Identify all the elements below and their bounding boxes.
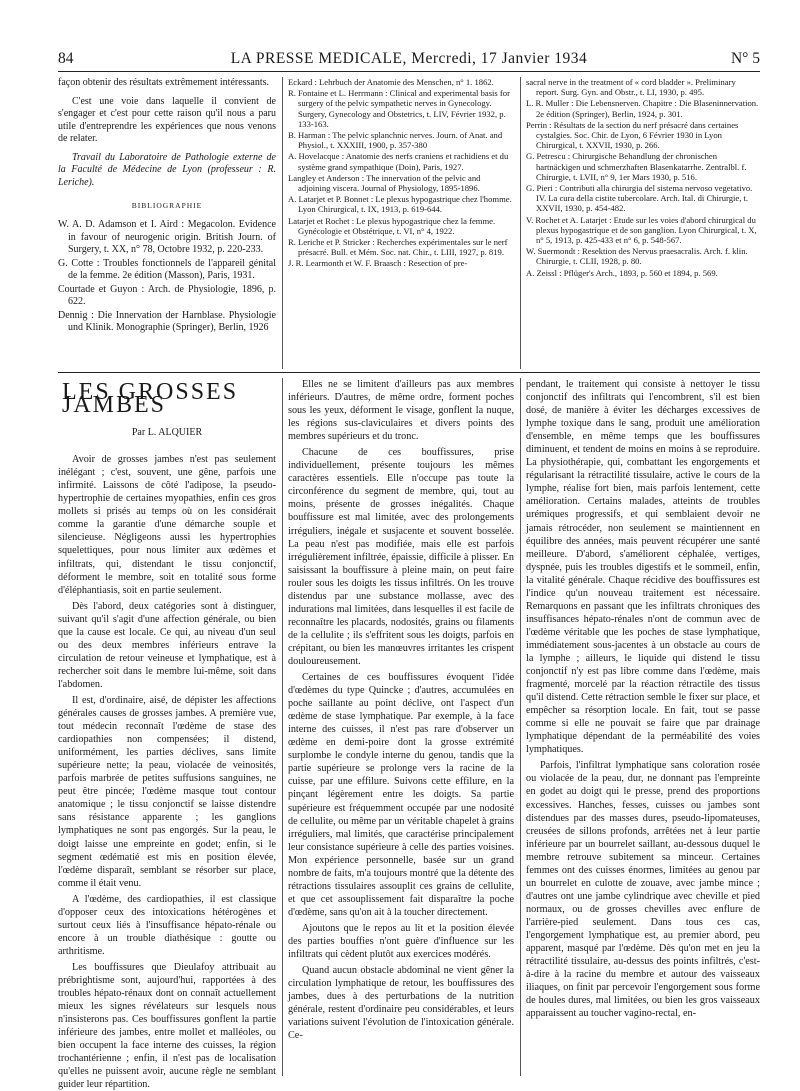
bib-entry: J. R. Learmonth et W. F. Braasch : Resection of pre- (288, 258, 468, 269)
bib-entry: G. Petrescu : Chirurgische Behandlung der chronischen hartnäckigen und schmerzhaften Blasenkatarrhe. Zentralbl. f. Chirurgie, t. LVII, n° 9, 1er Mars 1930, p. 516. (526, 151, 747, 182)
article-col-3 (526, 378, 760, 1076)
article-col-1 (58, 378, 276, 1091)
article-paragraph: Ajoutons que le repos au lit et la position élevée des parties bouffies n'ont guère d'influence sur les infiltrats qui cèdent plutôt aux exercices modérés. (288, 922, 514, 961)
article-byline: Par L. ALQUIER (131, 427, 203, 439)
article-paragraph: Dès l'abord, deux catégories sont à distinguer, suivant qu'il s'agit d'une affection générale, ou bien que la cause est locale. Ce qui, au niveau d'un seul ou des deux membres inférieurs entrave la circulation de retour veineuse et lymphatique, est à rechercher soit dans le membre lui-même, soit dans l'abdomen. (58, 600, 276, 690)
references-col-2 (288, 77, 514, 369)
header-rule (58, 71, 760, 72)
bib-entry: Eckard : Lehrbuch der Anatomie des Menschen, n° 1. 1862. (288, 77, 494, 87)
bib-entry: A. Latarjet et P. Bonnet : Le plexus hypogastrique chez l'homme. Lyon Chirurgical, t. IX, 1913, p. 619-644. (288, 194, 512, 215)
article-paragraph: Chacune de ces bouffissures, prise individuellement, présente toujours les mêmes caractères essentiels. Elle n'occupe pas toute la circonférence du segment de membre, qui, tout au moins, présente de grosses inégalités. Chaque bouffissure est mal limitée, avec des prolongements irréguliers, inégale et susjacente et souvent bosselée. La peau n'est pas modifiée, mais elle est parfois irrégulièrement infiltrée, épaissie, difficile à plisser. En saisissant la bouffissure à pleine main, on peut faire rouler sous les doigts les tissus infiltrés. On les trouve distendus par une substance mollasse, avec des indurations mal limitées, dans lesquelles il est facile de reconnaître les placards, nodosités, grains ou filaments de la cellulite ; ils s'effritent sous les doigts, parfois en crépitant, ou bien les manœuvres irritantes les crispent douloureusement. (288, 447, 514, 667)
bib-entry: Latarjet et Rochet : Le plexus hypogastrique chez la femme. Gynécologie et Obstétrique, t. VI, n° 4, 1922. (288, 215, 496, 236)
references-col-3 (526, 77, 760, 369)
bib-entry: W. A. D. Adamson et I. Aird : Megacolon. Evidence in favour of neurogenic origin. British Journ. of Surgery, t. XX, n° 78, Octobre 1932, p. 220-233. (58, 219, 276, 256)
section-rule (58, 372, 760, 373)
affiliation: Travail du Laboratoire de Pathologie externe de la Faculté de Médecine de Lyon (professeur : R. Leriche). (58, 151, 276, 188)
bib-entry: L. R. Muller : Die Lebensnerven. Chapitre : Die Blaseninnervation. 2e édition (Springer), Berlin, 1924, p. 301. (526, 98, 759, 119)
bib-entry: A. Zeissl : Pflüger's Arch., 1893, p. 560 et 1894, p. 569. (526, 267, 718, 278)
intro-paragraph: façon obtenir des résultats extrêmement intéressants. (58, 77, 270, 88)
issue-number: N° 5 (730, 50, 760, 67)
bib-entry: G. Cotte : Troubles fonctionnels de l'appareil génital de la femme. 2e édition (Masson), Paris, 1931. (58, 257, 276, 282)
article-paragraph: pendant, le traitement qui consiste à nettoyer le tissu conjonctif des infiltrats qui l'encombrent, s'il est bien dosé, de manière à éviter les décharges excessives de lymphe toxique dans le sang, produit une amélioration d'ensemble, en même temps que les bouffissures diminuent, et tendent de moins en moins à se reproduire. La physiothérapie, qui, combattant les engorgements et régularisant la rétractilité tissulaire, active le cours de la lymphe, réalise fort bien, mais parfois lentement, cette amélioration. Certains malades, atteints de troubles urémiques progressifs, et qui semblaient devoir ne jamais rétrocéder, non seulement se maintiennent en équilibre des années, mais peuvent récupérer une santé meilleure. D'abord, s'améliorent céphalée, vertiges, dyspnée, puis les troubles digestifs et le sommeil, enfin, la vitalité générale. Chaque récidive des bouffissures est l'indice qu'un nouveau traitement est nécessaire. Remarquons en passant que les infiltrats chroniques des insuffisances hépato-rénales n'ont de commun avec de l'œdème véritable que les poches de stase lymphatique, immédiatement sous-jacentes à un obstacle au cours de la lymphe ; ailleurs, le liquide qui distend le tissu conjonctif n'y est pas libre comme dans l'œdème, mais fragmenté, morcelé par la réaction rétractile des tissus qu'il distend. Cette rétraction semble le fixer sur place, et empêcher sa résorption locale. En fait, tout se passe comme si elle ne pouvait se faire que par drainage lymphatique dépendant de la perméabilité des voies lymphatiques. (526, 379, 760, 756)
article-paragraph: Elles ne se limitent d'ailleurs pas aux membres inférieurs. D'autres, de même ordre, forment poches sous les yeux, déforment le visage, gonflent la nuque, les régions sus-claviculaires et divers points des membres supérieurs et du tronc. (288, 379, 514, 443)
bib-entry: Courtade et Guyon : Arch. de Physiologie, 1896, p. 622. (58, 283, 276, 308)
bib-entry: V. Rochet et A. Latarjet : Etude sur les voies d'abord chirurgical du plexus hypogastrique et de son ganglion. Lyon Chirurgical, t. X, n° 5, 1913, p. 425-433 et n° 6, p. 548-567. (526, 214, 757, 246)
bib-entry: Perrin : Résultats de la section du nerf présacré dans certaines cystalgies. Soc. Chir. de Lyon, 6 Février 1930 in Lyon Chirurgical, t. XXVII, 1930, p. 266. (526, 119, 739, 151)
column-divider (520, 77, 521, 369)
bib-entry: W. Suermondt : Resektion des Nervus praesacralis. Arch. f. klin. Chirurgie, t. CLII, 1928, p. 80. (526, 246, 748, 267)
intro-paragraph: C'est une voie dans laquelle il convient de s'engager et c'est pour cette raison qu'il nous a paru utile d'entreprendre les expériences que nous venons de relater. (58, 95, 276, 144)
journal-title: LA PRESSE MEDICALE, Mercredi, 17 Janvier 1934 (230, 50, 588, 67)
bib-entry: Dennig : Die Innervation der Harnblase. Physiologie und Klinik. Monographie (Springer), Berlin, 1926 (58, 309, 276, 334)
references-col-1 (58, 77, 276, 369)
bib-entry: R. Leriche et P. Stricker : Recherches expérimentales sur le nerf présacré. Bull. et Mém. Soc. nat. Chir., t. LIII, 1927, p. 819. (288, 237, 508, 258)
column-divider (282, 378, 283, 1076)
article-paragraph: Certaines de ces bouffissures évoquent l'idée d'œdèmes du type Quincke ; d'autres, accumulées en poche saillante au point déclive, ont l'aspect d'un œdème de stase lymphatique. Par exemple, à la face interne des cuisses, il n'est pas rare d'observer un œdème en demi-poire dont la grosse extrémité surplombe le condyle interne du genou, tandis que la partie supérieure se prolonge vers la racine de la cuisse, par une effilure. Suivons cette effilure, en la pinçant légèrement entre les doigts. Sa partie supérieure est fréquemment occupée par une nodosité de cellulite, ou même par un véritable chapelet à grains irréguliers, mal limités, que caractérise principalement leur consistance supérieure à celle des parties voisines. Mon expérience personnelle, basée sur un grand nombre de faits, m'a toujours montré que la détente des rétractions tissulaires assouplit ces grains de cellulite, et que cet assouplissement fait disparaître la poche d'œdème, sans qu'on ait à la toucher directement. (288, 672, 514, 918)
article-paragraph: Les bouffissures que Dieulafoy attribuait au prébrightisme sont, aujourd'hui, rapportées à des troubles hépato-rénaux dont on connaît actuellement mieux les signes révélateurs sur lesquels nous n'insisterons pas. Ces bouffissures gonflent la partie inférieure des jambes, entre mollet et malléoles, ou bien occupent la face interne des cuisses, la région trochantérienne ; enfin, il n'est pas de localisation qu'elles ne puissent avoir, aucune règle ne semblant guider leur répartition. (58, 961, 276, 1091)
references-section (58, 77, 760, 369)
bib-entry: R. Fontaine et L. Herrmann : Clinical and experimental basis for surgery of the pelvic sympathetic nerves in Gynecology. Surgery, Gynecology and Obstetrics, t. LIV, Février 1932, p. 133-163. (288, 88, 510, 129)
article (58, 378, 760, 1091)
bib-entry: Langley et Anderson : The innervation of the pelvic and adjoining viscera. Journal of Physiology, 1895-1896. (288, 172, 481, 194)
bibliography-heading: BIBLIOGRAPHIE (131, 201, 203, 210)
article-col-2 (288, 378, 514, 1076)
article-paragraph: Parfois, l'infiltrat lymphatique sans coloration rosée ou violacée de la peau, dur, ne donnant pas l'empreinte en godet au doigt qui le presse, prend des proportions excessives. Hanches, fesses, cuisses ou jambes sont distendues par des masses dures, pseudo-lipomateuses, creusées de sillons profonds, arrêtées net à leur partie inférieure par un bourrelet saillant, au-dessous duquel le membre retrouve subitement sa minceur. Certaines femmes ont des cuisses énormes, limitées au genou par un bourrelet en culotte de zouave, avec jambe mince ; d'autres ont une jambe cylindrique avec cheville et pied normaux, ou de grosses chevilles avec enflure de l'arrière-pied seulement. Dans tous ces cas, l'engorgement lymphatique est, au premier abord, peu apparent, masqué par l'œdème. Dès qu'on met en jeu la rétractilité tissulaire, au-dessus des points infiltrés, c'est-à-dire à la racine du membre et autour des vaisseaux iliaques, on finit par percevoir l'engorgement sous forme de houles dures, mal limitées, ou bien les gros vaisseaux apparaissent au toucher vagino-rectal, en- (526, 760, 760, 1020)
bib-entry: G. Pieri : Contributi alla chirurgia del sistema nervoso vegetativo. IV. La cura della cistite tubercolare. Arch. Ital. di Chirurgie, t. XXVII, 1930, p. 454-482. (526, 183, 753, 214)
bib-entry: B. Harman : The pelvic splanchnic nerves. Journ. of Anat. and Physiol., t. XXXIII, 1900, p. 357-380 (288, 130, 503, 151)
column-divider (520, 378, 521, 1076)
article-paragraph: A l'œdème, des cardiopathies, il est classique d'opposer ceux des intoxications hétérogènes et surtout ceux liés à l'insuffisance hépato-rénale ou encore à un trouble diathésique : goutte ou arthritisme. (58, 893, 276, 957)
bib-entry: A. Hovelacque : Anatomie des nerfs craniens et rachidiens et du système grand sympathique (Doin), Paris, 1927. (288, 151, 509, 172)
page-number: 84 (58, 50, 74, 67)
article-title: LES GROSSES JAMBES (62, 379, 239, 419)
bib-entry: sacral nerve in the treatment of « cord bladder ». Preliminary report. Surg. Gyn. and Obstr., t. LI, 1930, p. 495. (526, 77, 736, 98)
column-divider (282, 77, 283, 369)
article-paragraph: Quand aucun obstacle abdominal ne vient gêner la circulation lymphatique de retour, les bouffissures des jambes, dues à des perturbations de la nutrition générale, restent d'ordinaire peu considérables, et leurs variations suivent l'évolution de l'intoxication générale. Ce- (288, 965, 514, 1042)
article-paragraph: Il est, d'ordinaire, aisé, de dépister les affections générales causes de grosses jambes. A première vue, tout médecin reconnaît l'œdème de stase des cardiopathies non compensées; il distend, uniformément, les parties déclives, sans limite supérieure nette; la peau, violacée de veinosités, parfois marbrée de petites suffusions sanguines, ne peut être pincée; l'œdème masque tout contour anatomique ; le tissu conjonctif se laisse distendre sans résistance apparente ; les ganglions lymphatiques ne sont pas engorgés. Sur la peau, le doigt laisse une empreinte en godet; enfin, si le segment œdématié est mis en position élevée, l'œdème disparaît, semblant se résorber sur place, comme il était venu. (58, 694, 276, 889)
article-paragraph: Avoir de grosses jambes n'est pas seulement inélégant ; c'est, souvent, une gêne, parfois une infirmité. Laissons de côté l'adipose, la pseudo-hypertrophie de certaines myopathies, enfin ces gros mollets si prisés au temps où on les considérait comme la garantie d'une démarche souple et silencieuse. Négligeons aussi les hypertrophies squelettiques, pour nous limiter aux œdèmes et infiltrats, qui, distendant le tissu conjonctif, déforment le membre, soit en totalité sous forme d'éléphantiasis, soit en partie seulement. (58, 454, 276, 596)
page-header (58, 50, 760, 70)
